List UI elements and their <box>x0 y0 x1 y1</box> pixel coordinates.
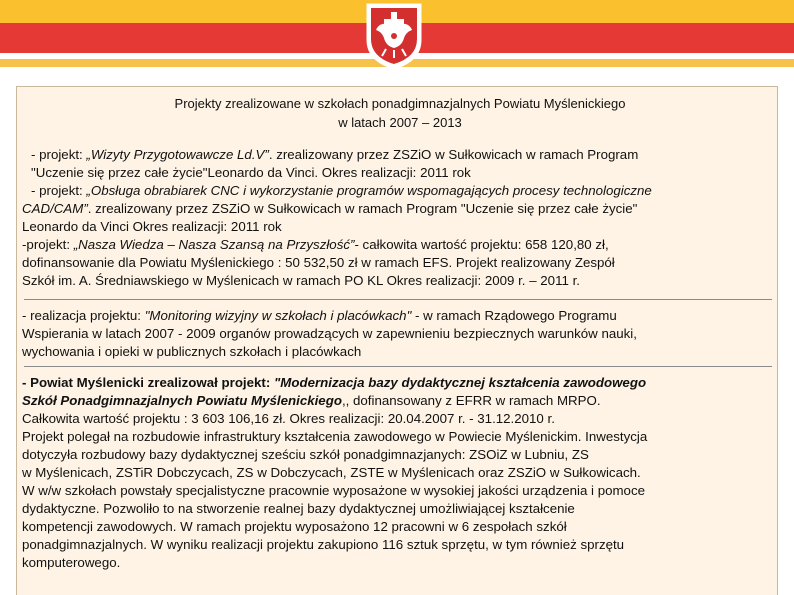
text: - Powiat Myślenicki zrealizował projekt: <box>22 375 274 390</box>
text: - całkowita wartość projektu: 658 120,80 zł, <box>354 237 609 252</box>
text: . zrealizowany przez ZSZiO w Sułkowicach w ramach Program "Uczenie się przez całe życie" <box>87 201 638 216</box>
text-line: dofinansowanie dla Powiatu Myślenickiego : 50 532,50 zł w ramach EFS. Projekt realizowany Zespół <box>22 255 615 270</box>
text-line <box>22 307 617 324</box>
text: ,, dofinansowany z EFRR w ramach MRPO. <box>341 393 601 408</box>
project-name: „Wizyty Przygotowawcze Ld.V” <box>86 147 269 162</box>
project-name: CAD/CAM” <box>22 201 88 216</box>
text: -projekt: <box>22 237 74 252</box>
project-name: Szkół Ponadgimnazjalnych Powiatu Myślenickiego <box>22 393 342 408</box>
text: - projekt: <box>31 147 87 162</box>
text-line: Całkowita wartość projektu : 3 603 106,16 zł. Okres realizacji: 20.04.2007 r. - 31.12.2010 r. <box>22 411 555 426</box>
text-line <box>31 182 652 199</box>
text-line: dotyczyła rozbudowy bazy dydaktycznej sześciu szkół ponadgimnazjanych: ZSOiZ w Lubniu, ZS <box>22 447 589 462</box>
text-line: komputerowego. <box>22 555 121 570</box>
text-line: ponadgimnazjalnych. W wyniku realizacji projektu zakupiono 116 sztuk sprzętu, w tym również sprzętu <box>22 537 625 552</box>
text-line: "Uczenie się przez całe życie"Leonardo da Vinci. Okres realizacji: 2011 rok <box>31 165 471 180</box>
text-line <box>31 146 638 163</box>
page-title: Projekty zrealizowane w szkołach ponadgimnazjalnych Powiatu Myślenickiego <box>174 96 626 111</box>
project-name: "Modernizacja bazy dydaktycznej kształcenia zawodowego <box>273 375 647 390</box>
text-line: W w/w szkołach powstały specjalistyczne pracownie wyposażone w wysokiej jakości urządzenia i pomoce <box>22 483 645 498</box>
text-line <box>22 236 609 253</box>
text-line: Leonardo da Vinci Okres realizacji: 2011 rok <box>22 219 282 234</box>
text-line: kompetencji zawodowych. W ramach projektu wyposażono 12 pracowni w 6 zespołach szkół <box>22 519 567 534</box>
text-line: Wspierania w latach 2007 - 2009 organów prowadzących w zapewnieniu bezpiecznych warunków nauki, <box>22 326 637 341</box>
text-line: Projekt polegał na rozbudowie infrastruktury kształcenia zawodowego w Powiecie Myślenickim. Inwestycja <box>22 429 648 444</box>
text: - projekt: <box>31 183 87 198</box>
text-line: w Myślenicach, ZSTiR Dobczycach, ZS w Dobczycach, ZSTE w Myślenicach oraz ZSZiO w Sułkowicach. <box>22 465 641 480</box>
text: . zrealizowany przez ZSZiO w Sułkowicach w ramach Program <box>268 147 639 162</box>
page-subtitle: w latach 2007 – 2013 <box>338 115 462 130</box>
coat-of-arms-icon <box>364 2 424 70</box>
divider <box>24 299 772 300</box>
text-line <box>22 374 646 391</box>
text: - realizacja projektu: <box>22 308 145 323</box>
text-line: wychowania i opieki w publicznych szkołach i placówkach <box>22 344 362 359</box>
project-name: „Nasza Wiedza – Nasza Szansą na Przyszłość” <box>73 237 355 252</box>
project-name: "Monitoring wizyjny w szkołach i placówkach" <box>144 308 412 323</box>
project-name: „Obsługa obrabiarek CNC i wykorzystanie programów wspomagających procesy technologiczne <box>86 183 652 198</box>
text-line: dydaktyczne. Pozwoliło to na stworzenie realnej bazy dydaktycznej umożliwiającej kształcenie <box>22 501 575 516</box>
text-line: Szkół im. A. Średniawskiego w Myślenicach w ramach PO KL Okres realizacji: 2009 r. – 2011 r. <box>22 273 580 288</box>
text-line <box>22 392 601 409</box>
text-line <box>22 200 637 217</box>
text: - w ramach Rządowego Programu <box>411 308 617 323</box>
divider <box>24 366 772 367</box>
